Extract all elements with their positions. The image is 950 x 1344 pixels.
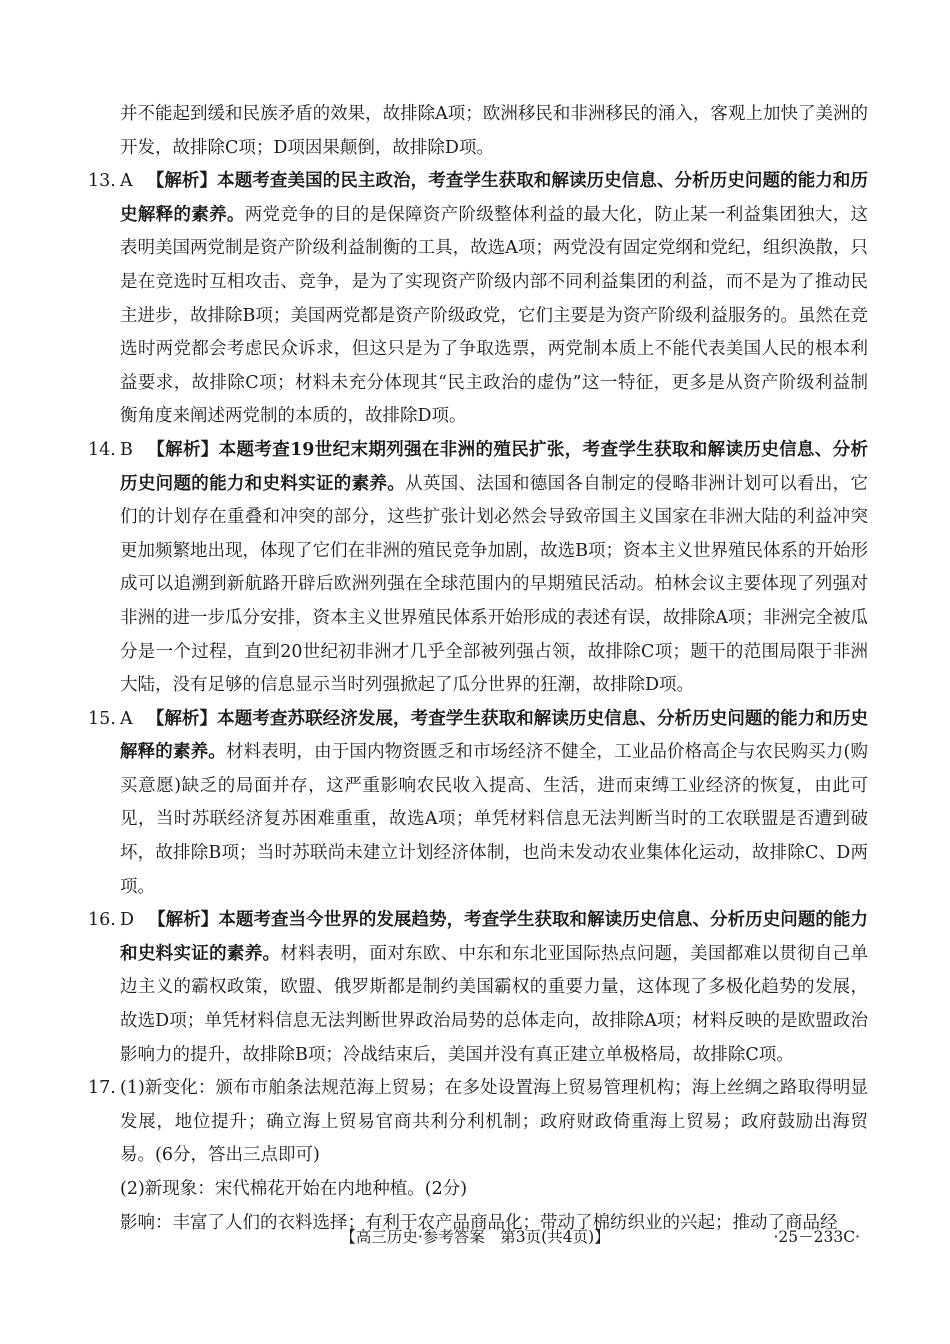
item-body	[120, 434, 868, 703]
item-analysis-text: 材料表明，由于国内物资匮乏和市场经济不健全，工业品价格高企与农民购买力(购买意愿)缺乏的局面并存，这严重影响农民收入提高、生活，进而束缚工业经济的恢复，由此可见，当时苏联经济复苏困难重重，故选A项；单凭材料信息无法判断当时的工农联盟是否遭到破坏，故排除B项；当时苏联尚未建立计划经济体制，也尚未发动农业集体化运动，故排除C、D两项。	[120, 742, 869, 897]
item-analysis-text: 材料表明，面对东欧、中东和东北亚国际热点问题，美国都难以贯彻自己单边主义的霸权政策，欧盟、俄罗斯都是制约美国霸权的重要力量，这体现了多极化趋势的发展，故选D项；单凭材料信息无法判断世界政治局势的总体走向，故排除A项；材料反映的是欧盟政治影响力的提升，故排除B项；冷战结束后，美国并没有真正建立单极格局，故排除C项。	[120, 943, 869, 1065]
footer-page-info: 【高三历史·参考答案 第3页(共4页)】	[340, 1228, 610, 1246]
item-17-part-2: (2)新现象：宋代棉花开始在内地种植。(2分)	[120, 1179, 468, 1199]
item-answer: A	[120, 708, 133, 729]
item-answer: B	[120, 439, 133, 460]
item-analysis-heading: 【解析】本题考查美国的民主政治，考查学生获取和解读历史信息、分析历史问题的能力和历史解释的素养。	[120, 171, 868, 225]
answer-item-13	[88, 165, 868, 434]
intro-continuation: 并不能起到缓和民族矛盾的效果，故排除A项；欧洲移民和非洲移民的涌入，客观上加快了美洲的开发，故排除C项；D项因果颠倒，故排除D项。	[120, 104, 868, 158]
item-number: 15.	[88, 708, 116, 729]
item-17-part-2-impact: 影响：丰富了人们的衣料选择；有利于农产品商品化；带动了棉纺织业的兴起；推动了商品经	[120, 1212, 838, 1233]
item-number: 17.	[88, 1078, 116, 1099]
item-body	[120, 904, 868, 1072]
item-number: 13.	[88, 171, 116, 192]
item-answer: A	[120, 171, 133, 192]
item-analysis-heading: 【解析】本题考查当今世界的发展趋势，考查学生获取和解读历史信息、分析历史问题的能力和史料实证的素养。	[120, 910, 868, 964]
item-answer: D	[120, 910, 135, 931]
item-body	[120, 703, 868, 905]
answer-item-16	[88, 904, 868, 1072]
item-analysis-text: 两党竞争的目的是保障资产阶级整体利益的最大化，防止某一利益集团独大，这表明美国两党制是资产阶级利益制衡的工具，故选A项；两党没有固定党纲和党纪，组织涣散，只是在竞选时互相攻击、竞争，是为了实现资产阶级内部不同利益集团的利益，而不是为了推动民主进步，故排除B项；美国两党都是资产阶级政党，它们主要是为资产阶级利益服务的。虽然在竞选时两党都会考虑民众诉求，但这只是为了争取选票，两党制本质上不能代表美国人民的根本利益要求，故排除C项；材料未充分体现其“民主政治的虚伪”这一特征，更多是从资产阶级利益制衡角度来阐述两党制的本质的，故排除D项。	[120, 204, 869, 427]
item-analysis-heading: 【解析】本题考查19世纪末期列强在非洲的殖民扩张，考查学生获取和解读历史信息、分析历史问题的能力和史料实证的素养。	[120, 439, 868, 494]
answer-item-15	[88, 703, 868, 905]
item-number: 14.	[88, 439, 116, 460]
footer-code: ·25－233C·	[773, 1228, 860, 1246]
item-body: (1)新变化：颁布市舶条法规范海上贸易；在多处设置海上贸易管理机构；海上丝绸之路取得明显发展，地位提升；确立海上贸易官商共利分利机制；政府财政倚重海上贸易；政府鼓励出海贸易。(6分，答出三点即可)	[120, 1078, 868, 1166]
answer-item-17	[88, 1072, 868, 1173]
page-footer	[0, 1225, 950, 1253]
answer-item-14	[88, 434, 868, 703]
item-analysis-text: 从英国、法国和德国各自制定的侵略非洲计划可以看出，它们的计划存在重叠和冲突的部分，这些扩张计划必然会导致帝国主义国家在非洲大陆的利益冲突更加频繁地出现，体现了它们在非洲的殖民竞争加剧，故选B项；资本主义世界殖民体系的开始形成可以追溯到新航路开辟后欧洲列强在全球范围内的早期殖民活动。柏林会议主要体现了列强对非洲的进一步瓜分安排，资本主义世界殖民体系开始形成的表述有误，故排除A项；非洲完全被瓜分是一个过程，直到20世纪初非洲才几乎全部被列强占领，故排除C项；题干的范围局限于非洲大陆，没有足够的信息显示当时列强掀起了瓜分世界的狂潮，故排除D项。	[120, 473, 869, 696]
item-body	[120, 165, 868, 434]
item-number: 16.	[88, 910, 116, 931]
item-analysis-heading: 【解析】本题考查苏联经济发展，考查学生获取和解读历史信息、分析历史问题的能力和历史解释的素养。	[120, 708, 868, 763]
answer-content	[88, 98, 868, 1240]
